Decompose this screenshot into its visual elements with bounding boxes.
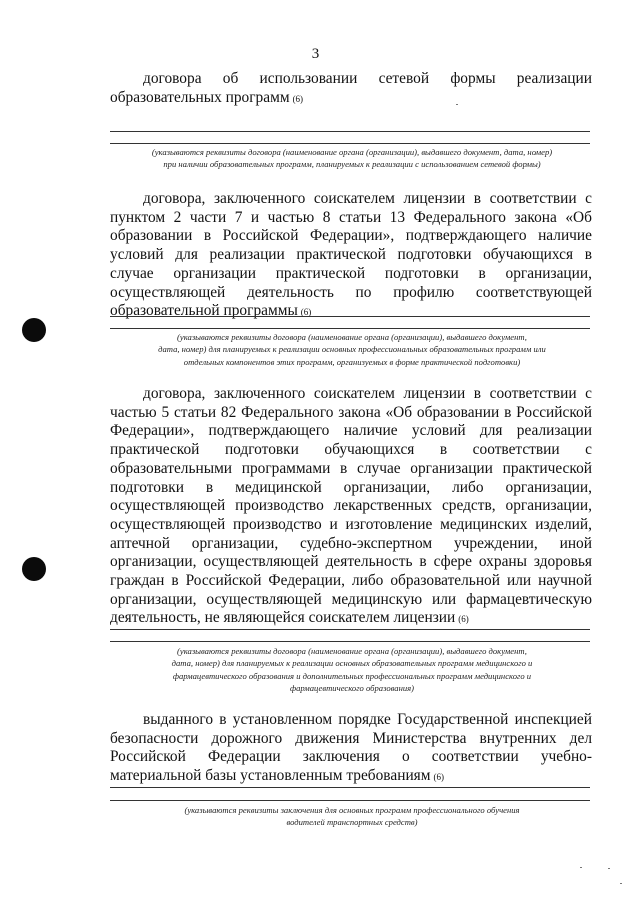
- fill-line: [110, 800, 590, 801]
- paragraph-text: договора, заключенного соискателем лицензии в соответствии с пунктом 2 части 7 и частью 8 статьи 13 Федерального закона «Об образовании в Российской Федерации», подтверждающего наличие условий для реализации практической подготовки обучающихся в случае организации практической подготовки в организации, осуществляющей деятельность по профилю соответствующей образовательной программы: [110, 190, 592, 320]
- paragraph-text: договора об использовании сетевой формы реализации образовательных программ: [110, 70, 592, 106]
- paragraph-traffic-inspection-conclusion: [110, 711, 592, 787]
- paragraph-text: договора, заключенного соискателем лицензии в соответствии с частью 5 статьи 82 Федерального закона «Об образовании в Российской Федерации», подтверждающего наличие условий для реализации практической подготовки обучающихся в соответствии с образовательными программами в случае организации практической подготовки в медицинской организации, либо организации, осуществляющей производство лекарственных средств, организации, осуществляющей производство и изготовление медицинских изделий, аптечной организации, судебно-экспертном учреждении, иной организации, осуществляющей деятельность в сфере охраны здоровья граждан в Российской Федерации, либо образовательной или научной организации, осуществляющей медицинскую или фармацевтическую деятельность, не являющейся соискателем лицензии: [110, 385, 592, 627]
- paragraph-practical-training-agreement: [110, 190, 592, 322]
- footnote-mark: (6): [300, 307, 312, 318]
- caption-line: отдельных компонентов этих программ, организуемых в форме практической подготовки): [183, 356, 521, 367]
- punch-hole-bottom: [22, 557, 46, 581]
- fill-line: [110, 328, 590, 329]
- caption-line: (указываются реквизиты договора (наименование органа (организации), выдавшего документ,: [177, 332, 527, 342]
- caption-line: (указываются реквизиты договора (наименование органа (организации), выдавшего документ, дата, номер): [151, 147, 553, 157]
- fill-line: [110, 641, 590, 642]
- caption-line: фармацевтического образования): [289, 683, 415, 694]
- caption-line: водителей транспортных средств): [286, 817, 418, 828]
- paragraph-text: выданного в установленном порядке Государственной инспекцией безопасности дорожного движения Министерства внутренних дел Российской Федерации заключения о соответствии учебно-материальной базы установленным требованиям: [110, 711, 592, 785]
- fill-line: [110, 787, 590, 788]
- scan-speck: [608, 868, 610, 869]
- caption-line: (указываются реквизиты заключения для основных программ профессионального обучения: [184, 805, 520, 815]
- paragraph-network-agreement: [110, 70, 592, 108]
- caption-line: фармацевтического образования и дополнительных профессиональных программ медицинского и: [172, 670, 532, 681]
- caption-network-agreement: [108, 146, 596, 171]
- caption-line: дата, номер) для планируемых к реализации основных профессиональных образовательных программ или: [158, 344, 546, 355]
- caption-medical-training-agreement: [108, 645, 596, 695]
- fill-line: [110, 316, 590, 317]
- scan-speck: [620, 883, 622, 884]
- page-number: 3: [311, 46, 320, 62]
- caption-line: (указываются реквизиты договора (наименование органа (организации), выдавшего документ,: [177, 646, 527, 656]
- footnote-mark: (6): [433, 772, 444, 783]
- footnote-mark: (6): [458, 614, 469, 625]
- footnote-mark: (6): [292, 93, 304, 104]
- scan-speck: [580, 867, 582, 868]
- caption-practical-training-agreement: [108, 331, 596, 368]
- fill-line: [110, 629, 590, 630]
- punch-hole-top: [22, 318, 46, 342]
- fill-line: [110, 131, 590, 132]
- caption-line: при наличии образовательных программ, планируемых к реализации с использованием сетевой формы): [163, 159, 541, 170]
- paragraph-medical-training-agreement: [110, 385, 592, 629]
- caption-line: дата, номер) для планируемых к реализации основных образовательных программ медицинского и: [171, 658, 533, 669]
- caption-traffic-inspection-conclusion: [108, 804, 596, 829]
- fill-line: [110, 143, 590, 144]
